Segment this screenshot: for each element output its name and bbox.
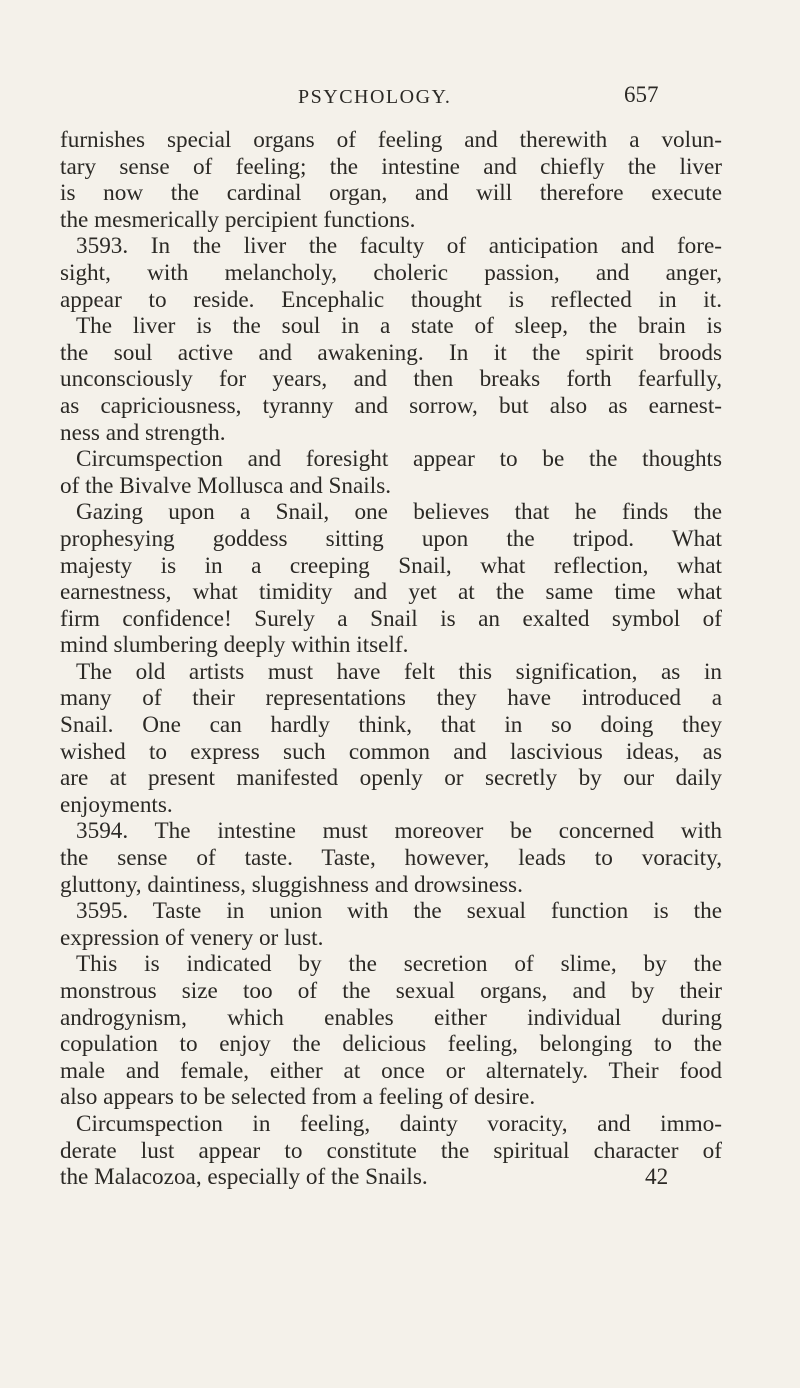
text-line: expression of venery or lust. (60, 924, 324, 951)
text-line: Circumspection in feeling, dainty voracity, and immo- (76, 1110, 722, 1137)
text-line: monstrous size too of the sexual organs, and by their (60, 978, 722, 1004)
text-line: are at present manifested openly or secretly by our daily (60, 765, 722, 792)
text-line: ness and strength. (60, 419, 226, 446)
text-line: tary sense of feeling; the intestine and chiefly the liver (60, 153, 722, 180)
text-line: mind slumbering deeply within itself. (60, 632, 409, 659)
text-line: the soul active and awakening. In it the spirit broods (60, 339, 722, 366)
text-line: Snail. One can hardly think, that in so doing they (60, 712, 722, 739)
text-line: the mesmerically percipient functions. (60, 206, 416, 233)
text-line: enjoyments. (60, 791, 173, 818)
text-line: 3593. In the liver the faculty of anticipation and fore- (76, 233, 722, 260)
text-line: also appears to be selected from a feeling of desire. (60, 1084, 536, 1111)
text-line: male and female, either at once or alternately. Their food (60, 1057, 722, 1084)
text-line: the sense of taste. Taste, however, leads to voracity, (60, 845, 722, 872)
text-line: majesty is in a creeping Snail, what reflection, what (60, 552, 722, 579)
text-line: sight, with melancholy, choleric passion, and anger, (60, 259, 722, 286)
signature-mark: 42 (645, 1164, 669, 1191)
text-line: unconsciously for years, and then breaks forth fearfully, (60, 366, 722, 393)
text-line: prophesying goddess sitting upon the tripod. What (60, 525, 722, 552)
running-title: PSYCHOLOGY. (298, 86, 452, 108)
text-line: the Malacozoa, especially of the Snails. (60, 1164, 428, 1191)
body-text (60, 127, 722, 1191)
page-number: 657 (624, 82, 659, 107)
text-line-with-signature (60, 1164, 722, 1191)
text-line: gluttony, daintiness, sluggishness and drowsiness. (60, 871, 523, 898)
running-head (0, 82, 800, 112)
text-line: as capriciousness, tyranny and sorrow, but also as earnest- (60, 392, 722, 419)
text-line: appear to reside. Encephalic thought is reflected in it. (60, 286, 722, 313)
text-line: 3594. The intestine must moreover be concerned with (76, 818, 722, 845)
text-line: Gazing upon a Snail, one believes that he finds the (76, 499, 722, 526)
text-line: Circumspection and foresight appear to be the thoughts (76, 446, 722, 473)
text-line: many of their representations they have introduced a (60, 685, 722, 712)
text-line: of the Bivalve Mollusca and Snails. (60, 472, 392, 499)
text-line: This is indicated by the secretion of slime, by the (76, 951, 722, 978)
text-line: earnestness, what timidity and yet at the same time what (60, 579, 722, 606)
text-line: The old artists must have felt this signification, as in (76, 658, 722, 685)
text-line: wished to express such common and lascivious ideas, as (60, 738, 722, 765)
text-line: The liver is the soul in a state of sleep, the brain is (76, 313, 722, 340)
text-line: androgynism, which enables either individual during (60, 1004, 722, 1031)
text-line: derate lust appear to constitute the spiritual character of (60, 1137, 722, 1164)
text-line: firm confidence! Surely a Snail is an exalted symbol of (60, 605, 722, 632)
text-line: furnishes special organs of feeling and therewith a volun- (60, 127, 722, 153)
text-line: is now the cardinal organ, and will therefore execute (60, 180, 722, 207)
text-line: copulation to enjoy the delicious feeling, belonging to the (60, 1031, 722, 1058)
text-line: 3595. Taste in union with the sexual function is the (76, 898, 722, 925)
